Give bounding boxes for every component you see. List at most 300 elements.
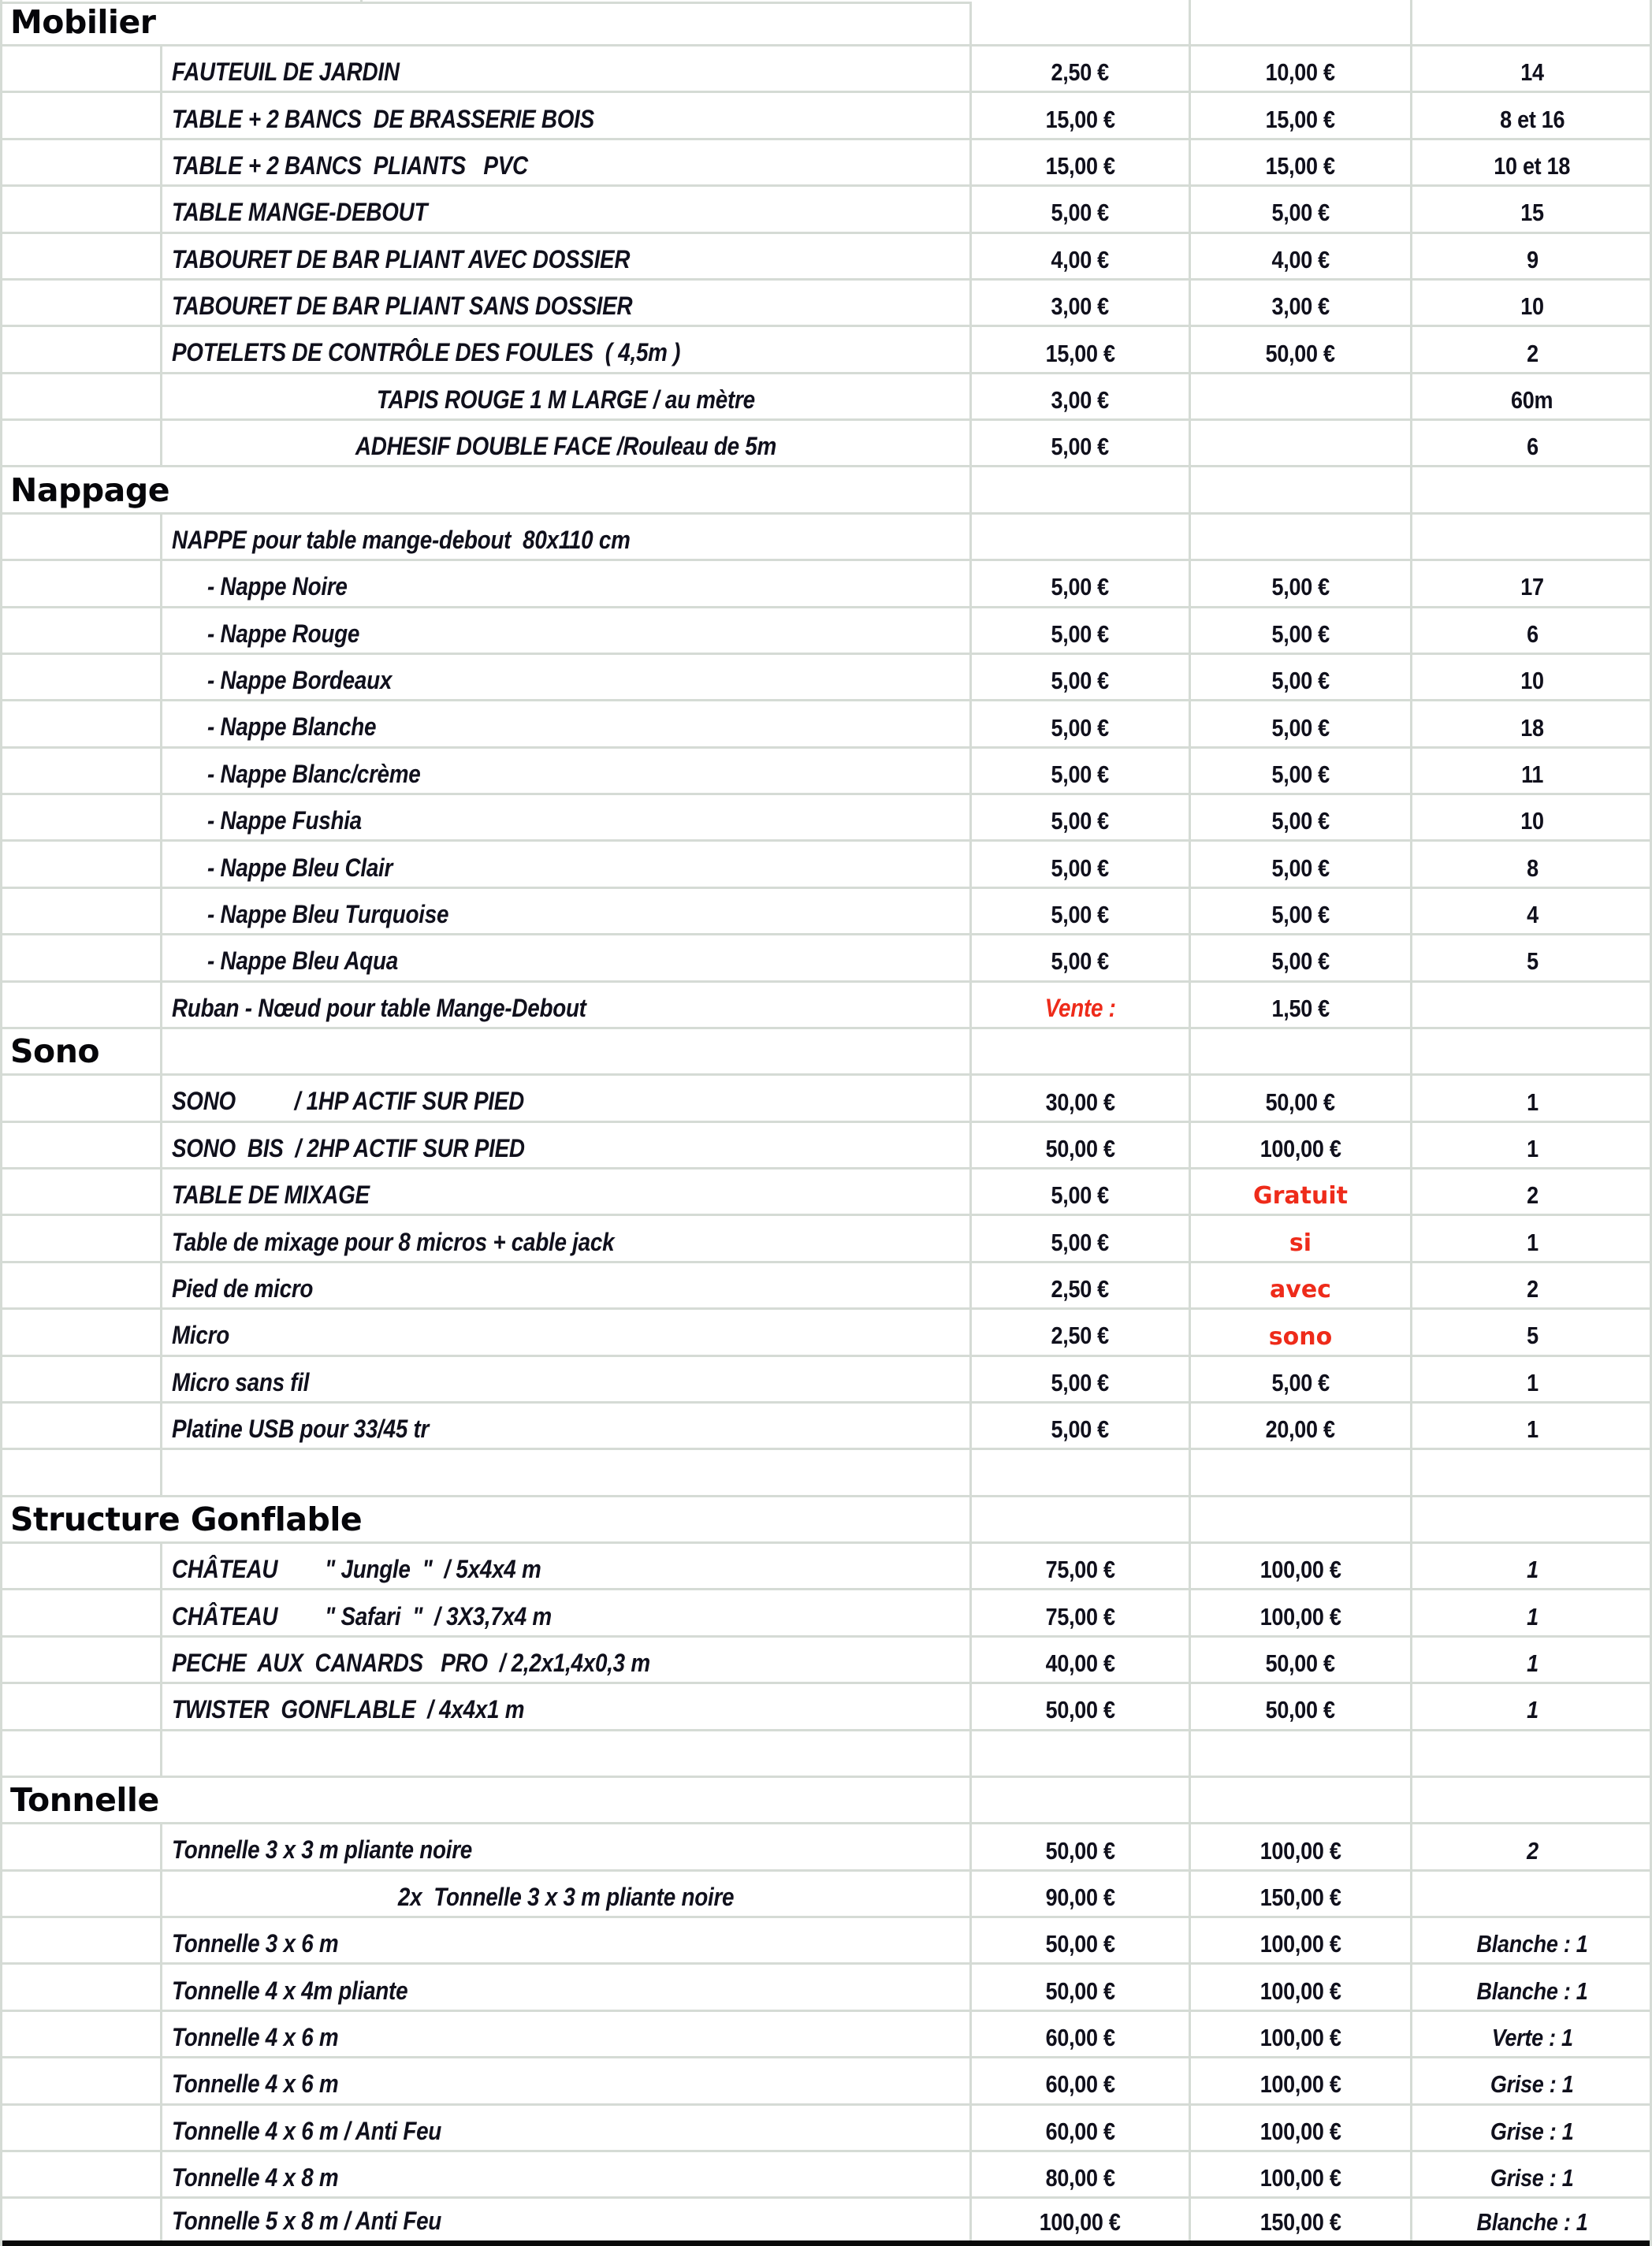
price-1-cell-text: 5,00 € bbox=[1051, 1415, 1110, 1444]
description-cell-text: FAUTEUIL DE JARDIN bbox=[172, 58, 400, 87]
col-a-cell bbox=[2, 140, 162, 184]
price-1-cell-text: 3,00 € bbox=[1051, 292, 1110, 321]
description-cell bbox=[162, 935, 972, 980]
description-cell-text: - Nappe Noire bbox=[207, 572, 348, 601]
price-1-cell bbox=[972, 1497, 1191, 1541]
qty-cell bbox=[1412, 1872, 1652, 1916]
section-header-cell-text: Tonnelle bbox=[10, 1781, 159, 1820]
price-2-cell-text: 5,00 € bbox=[1271, 667, 1330, 695]
description-cell bbox=[162, 187, 972, 231]
price-1-cell bbox=[972, 2058, 1191, 2103]
price-2-cell bbox=[1191, 2199, 1412, 2240]
description-cell bbox=[162, 983, 972, 1027]
item-row bbox=[2, 140, 1650, 187]
item-row bbox=[2, 935, 1650, 982]
qty-cell bbox=[1412, 1497, 1652, 1541]
col-a-cell bbox=[2, 187, 162, 231]
description-cell bbox=[162, 1404, 972, 1448]
price-1-cell bbox=[972, 1590, 1191, 1634]
price-2-cell bbox=[1191, 46, 1412, 91]
qty-cell bbox=[1412, 795, 1652, 839]
empty-row bbox=[2, 1450, 1650, 1497]
col-a-cell bbox=[2, 889, 162, 933]
price-1-cell-text: 5,00 € bbox=[1051, 901, 1110, 929]
description-cell bbox=[162, 1357, 972, 1401]
description-cell-text: - Nappe Bleu Turquoise bbox=[207, 899, 449, 928]
price-1-cell-text: 60,00 € bbox=[1045, 2070, 1115, 2099]
qty-cell-text: Grise : 1 bbox=[1490, 2164, 1574, 2192]
qty-cell bbox=[1412, 234, 1652, 278]
qty-cell-text: 2 bbox=[1526, 1275, 1539, 1303]
description-cell-text: - Nappe Bleu Aqua bbox=[207, 946, 399, 976]
description-cell-text: Platine USB pour 33/45 tr bbox=[172, 1415, 430, 1444]
price-1-cell bbox=[972, 655, 1191, 699]
description-cell-text: ADHESIF DOUBLE FACE /Rouleau de 5m bbox=[355, 432, 777, 461]
price-2-cell bbox=[1191, 2058, 1412, 2103]
description-cell bbox=[162, 93, 972, 137]
price-2-cell-text: 150,00 € bbox=[1259, 2207, 1341, 2236]
description-cell-text: TABLE DE MIXAGE bbox=[172, 1181, 370, 1210]
description-cell bbox=[162, 1965, 972, 2009]
item-row bbox=[2, 46, 1650, 93]
col-a-cell bbox=[2, 515, 162, 559]
col-a-cell bbox=[2, 374, 162, 418]
qty-cell bbox=[1412, 327, 1652, 371]
item-row bbox=[2, 2012, 1650, 2058]
item-row bbox=[2, 608, 1650, 655]
price-2-cell-text: 15,00 € bbox=[1265, 152, 1336, 180]
qty-cell bbox=[1412, 281, 1652, 325]
price-1-cell-text: 5,00 € bbox=[1051, 433, 1110, 461]
price-2-cell bbox=[1191, 655, 1412, 699]
description-cell bbox=[162, 140, 972, 184]
col-a-cell bbox=[2, 2199, 162, 2240]
qty-cell bbox=[1412, 2058, 1652, 2103]
description-cell-text: - Nappe Fushia bbox=[207, 806, 362, 835]
item-row bbox=[2, 421, 1650, 467]
qty-cell-text: 2 bbox=[1526, 1836, 1539, 1865]
price-1-cell-text: 75,00 € bbox=[1045, 1602, 1115, 1631]
description-cell bbox=[162, 1169, 972, 1214]
description-cell bbox=[162, 2012, 972, 2056]
price-1-cell-text: 5,00 € bbox=[1051, 199, 1110, 227]
description-cell bbox=[162, 46, 972, 91]
qty-cell bbox=[1412, 561, 1652, 605]
qty-cell bbox=[1412, 701, 1652, 746]
qty-cell bbox=[1412, 1778, 1652, 1822]
price-1-cell bbox=[972, 1123, 1191, 1167]
price-1-cell-text: 2,50 € bbox=[1051, 58, 1110, 87]
price-2-cell bbox=[1191, 1590, 1412, 1634]
col-a-cell bbox=[2, 1965, 162, 2009]
price-2-cell-text: 100,00 € bbox=[1259, 1556, 1341, 1584]
price-1-cell bbox=[972, 1824, 1191, 1869]
description-cell bbox=[162, 608, 972, 653]
price-1-cell bbox=[972, 421, 1191, 465]
qty-cell-text: 10 bbox=[1520, 807, 1544, 835]
price-1-cell-text: 80,00 € bbox=[1045, 2164, 1115, 2192]
col-a-cell bbox=[2, 1872, 162, 1916]
description-cell bbox=[162, 889, 972, 933]
item-row bbox=[2, 1965, 1650, 2011]
description-cell-text: - Nappe Bordeaux bbox=[207, 666, 393, 695]
description-cell bbox=[162, 2152, 972, 2196]
qty-cell bbox=[1412, 2106, 1652, 2150]
price-2-cell bbox=[1191, 2152, 1412, 2196]
item-row bbox=[2, 1918, 1650, 1965]
description-cell bbox=[162, 374, 972, 418]
qty-cell bbox=[1412, 842, 1652, 886]
price-1-cell-text: 75,00 € bbox=[1045, 1556, 1115, 1584]
qty-cell bbox=[1412, 1263, 1652, 1307]
section-header-cell bbox=[2, 1497, 972, 1541]
qty-cell bbox=[1412, 1965, 1652, 2009]
price-1-cell-text: 5,00 € bbox=[1051, 1368, 1110, 1396]
qty-cell-text: 11 bbox=[1520, 760, 1543, 788]
qty-cell-text: 1 bbox=[1526, 1088, 1539, 1116]
price-1-cell-text: 15,00 € bbox=[1045, 152, 1115, 180]
price-1-cell bbox=[972, 1450, 1191, 1494]
price-2-cell bbox=[1191, 795, 1412, 839]
price-2-cell bbox=[1191, 1029, 1412, 1073]
qty-cell bbox=[1412, 608, 1652, 653]
description-cell bbox=[162, 1544, 972, 1588]
section-row bbox=[2, 467, 1650, 514]
price-2-cell-text: 15,00 € bbox=[1265, 105, 1336, 133]
price-2-cell bbox=[1191, 140, 1412, 184]
price-2-cell bbox=[1191, 1216, 1412, 1260]
price-1-cell-text: 4,00 € bbox=[1051, 245, 1110, 273]
price-1-cell bbox=[972, 467, 1191, 511]
qty-cell-text: 1 bbox=[1526, 1228, 1539, 1256]
description-cell bbox=[162, 1216, 972, 1260]
col-a-cell bbox=[2, 935, 162, 980]
description-cell bbox=[162, 1872, 972, 1916]
price-1-cell-text: 5,00 € bbox=[1051, 573, 1110, 601]
price-2-cell-text: 5,00 € bbox=[1271, 619, 1330, 648]
description-cell bbox=[162, 655, 972, 699]
qty-cell bbox=[1412, 935, 1652, 980]
price-1-cell bbox=[972, 140, 1191, 184]
description-cell bbox=[162, 2058, 972, 2103]
price-1-cell bbox=[972, 889, 1191, 933]
price-1-cell bbox=[972, 2106, 1191, 2150]
description-cell bbox=[162, 749, 972, 793]
price-2-cell-text: 4,00 € bbox=[1271, 245, 1330, 273]
col-a-cell bbox=[2, 701, 162, 746]
price-2-cell-text: 5,00 € bbox=[1271, 947, 1330, 976]
qty-cell-text: 1 bbox=[1526, 1649, 1539, 1678]
qty-cell bbox=[1412, 374, 1652, 418]
description-cell-text: Tonnelle 5 x 8 m / Anti Feu bbox=[172, 2207, 442, 2236]
price-1-cell bbox=[972, 561, 1191, 605]
qty-cell bbox=[1412, 1123, 1652, 1167]
description-cell-text: Micro bbox=[172, 1321, 229, 1350]
description-cell bbox=[162, 561, 972, 605]
price-1-cell-text: 40,00 € bbox=[1045, 1649, 1115, 1678]
price-2-cell bbox=[1191, 2106, 1412, 2150]
price-2-cell bbox=[1191, 515, 1412, 559]
description-cell-text: Tonnelle 4 x 6 m bbox=[172, 2069, 339, 2099]
price-1-cell-text: 2,50 € bbox=[1051, 1275, 1110, 1303]
description-cell bbox=[162, 1731, 972, 1776]
price-1-cell bbox=[972, 1544, 1191, 1588]
price-1-cell bbox=[972, 842, 1191, 886]
description-cell bbox=[162, 2106, 972, 2150]
col-a-cell bbox=[2, 983, 162, 1027]
qty-cell-text: 60m bbox=[1511, 385, 1553, 414]
col-a-cell bbox=[2, 281, 162, 325]
price-2-cell-text: 5,00 € bbox=[1271, 901, 1330, 929]
price-2-cell-text: 150,00 € bbox=[1259, 1883, 1341, 1911]
qty-cell bbox=[1412, 1216, 1652, 1260]
qty-cell bbox=[1412, 1918, 1652, 1962]
section-header-cell-text: Structure Gonflable bbox=[10, 1500, 363, 1538]
price-1-cell bbox=[972, 93, 1191, 137]
description-cell-text: POTELETS DE CONTRÔLE DES FOULES ( 4,5m ) bbox=[172, 338, 681, 367]
price-1-cell-text: 60,00 € bbox=[1045, 2024, 1115, 2052]
price-2-cell bbox=[1191, 983, 1412, 1027]
description-cell-text: Micro sans fil bbox=[172, 1367, 310, 1396]
price-2-cell bbox=[1191, 187, 1412, 231]
col-a-cell bbox=[2, 1918, 162, 1962]
qty-cell bbox=[1412, 187, 1652, 231]
item-row bbox=[2, 1169, 1650, 1216]
qty-cell-text: 18 bbox=[1520, 713, 1544, 742]
item-row bbox=[2, 1872, 1650, 1918]
price-1-cell bbox=[972, 1404, 1191, 1448]
price-2-cell-text: 100,00 € bbox=[1259, 2024, 1341, 2052]
section-header-cell-text: Nappage bbox=[10, 470, 170, 509]
price-1-cell bbox=[972, 1965, 1191, 2009]
description-cell bbox=[162, 1450, 972, 1494]
description-cell-text: Table de mixage pour 8 micros + cable jack bbox=[172, 1227, 615, 1256]
qty-cell-text: Blanche : 1 bbox=[1476, 1930, 1588, 1958]
item-row bbox=[2, 842, 1650, 888]
price-2-cell-text: 10,00 € bbox=[1265, 58, 1336, 87]
price-2-cell bbox=[1191, 1357, 1412, 1401]
price-2-cell bbox=[1191, 1497, 1412, 1541]
price-2-cell bbox=[1191, 749, 1412, 793]
price-2-cell-text: 100,00 € bbox=[1259, 1836, 1341, 1865]
price-1-cell bbox=[972, 1310, 1191, 1354]
price-2-cell-text: 100,00 € bbox=[1259, 1134, 1341, 1162]
price-2-cell-text: 1,50 € bbox=[1271, 994, 1330, 1022]
col-a-cell bbox=[2, 1731, 162, 1776]
price-2-cell bbox=[1191, 374, 1412, 418]
description-cell bbox=[162, 1824, 972, 1869]
price-1-cell bbox=[972, 1872, 1191, 1916]
qty-cell-text: Blanche : 1 bbox=[1476, 1976, 1588, 2005]
price-2-cell bbox=[1191, 467, 1412, 511]
price-1-cell bbox=[972, 1357, 1191, 1401]
qty-cell bbox=[1412, 1684, 1652, 1728]
col-a-cell bbox=[2, 1404, 162, 1448]
section-row bbox=[2, 1778, 1650, 1824]
item-row bbox=[2, 983, 1650, 1029]
qty-cell-text: 10 et 18 bbox=[1494, 152, 1571, 180]
description-cell-text: - Nappe Blanc/crème bbox=[207, 759, 421, 788]
qty-cell bbox=[1412, 889, 1652, 933]
price-1-cell bbox=[972, 1638, 1191, 1682]
section-row bbox=[2, 4, 1650, 46]
table-rows bbox=[2, 4, 1650, 2246]
price-1-cell bbox=[972, 935, 1191, 980]
col-a-cell bbox=[2, 655, 162, 699]
description-cell-text: CHÂTEAU " Safari " / 3X3,7x4 m bbox=[172, 1601, 552, 1631]
price-1-cell-text: 5,00 € bbox=[1051, 947, 1110, 976]
price-2-cell-text: 3,00 € bbox=[1271, 292, 1330, 321]
qty-cell bbox=[1412, 515, 1652, 559]
item-row bbox=[2, 187, 1650, 233]
item-row bbox=[2, 1544, 1650, 1590]
col-a-cell bbox=[2, 2106, 162, 2150]
description-cell-text: TWISTER GONFLABLE / 4x4x1 m bbox=[172, 1695, 525, 1724]
col-a-cell bbox=[2, 561, 162, 605]
price-1-cell-text: 5,00 € bbox=[1051, 853, 1110, 882]
description-cell-text: TABLE + 2 BANCS PLIANTS PVC bbox=[172, 151, 528, 180]
price-2-cell bbox=[1191, 561, 1412, 605]
item-row bbox=[2, 1310, 1650, 1356]
price-1-cell bbox=[972, 1076, 1191, 1120]
description-cell-text: TAPIS ROUGE 1 M LARGE / au mètre bbox=[377, 385, 755, 414]
qty-cell bbox=[1412, 2152, 1652, 2196]
price-2-cell-text: 50,00 € bbox=[1265, 1696, 1336, 1724]
item-row bbox=[2, 1684, 1650, 1731]
description-cell-text: - Nappe Rouge bbox=[207, 619, 360, 648]
price-2-cell-text: 100,00 € bbox=[1259, 1602, 1341, 1631]
price-2-cell bbox=[1191, 1544, 1412, 1588]
price-1-cell bbox=[972, 2012, 1191, 2056]
price-2-cell-text: 50,00 € bbox=[1265, 1649, 1336, 1678]
price-2-cell bbox=[1191, 1404, 1412, 1448]
qty-cell bbox=[1412, 2012, 1652, 2056]
qty-cell-text: 2 bbox=[1526, 1181, 1539, 1210]
price-1-cell bbox=[972, 327, 1191, 371]
price-2-cell-text: 100,00 € bbox=[1259, 1930, 1341, 1958]
col-a-cell bbox=[2, 2012, 162, 2056]
price-2-cell bbox=[1191, 935, 1412, 980]
qty-cell bbox=[1412, 46, 1652, 91]
price-1-cell-text: 90,00 € bbox=[1045, 1883, 1115, 1911]
price-2-cell bbox=[1191, 842, 1412, 886]
price-1-cell-text: 15,00 € bbox=[1045, 105, 1115, 133]
price-2-cell bbox=[1191, 1638, 1412, 1682]
price-2-cell bbox=[1191, 1123, 1412, 1167]
description-cell bbox=[162, 1310, 972, 1354]
qty-cell bbox=[1412, 93, 1652, 137]
price-1-cell-text: 50,00 € bbox=[1045, 1976, 1115, 2005]
price-1-cell bbox=[972, 234, 1191, 278]
description-cell-text: Tonnelle 4 x 6 m bbox=[172, 2022, 339, 2051]
description-cell-text: CHÂTEAU " Jungle " / 5x4x4 m bbox=[172, 1555, 541, 1584]
qty-cell bbox=[1412, 1076, 1652, 1120]
qty-cell bbox=[1412, 1169, 1652, 1214]
price-2-cell bbox=[1191, 1684, 1412, 1728]
description-cell bbox=[162, 1123, 972, 1167]
price-2-cell bbox=[1191, 608, 1412, 653]
price-2-cell bbox=[1191, 1450, 1412, 1494]
price-1-cell bbox=[972, 983, 1191, 1027]
col-a-cell bbox=[2, 46, 162, 91]
description-cell bbox=[162, 1638, 972, 1682]
price-1-cell-text: 50,00 € bbox=[1045, 1836, 1115, 1865]
item-row bbox=[2, 655, 1650, 701]
price-1-cell-text: 5,00 € bbox=[1051, 619, 1110, 648]
item-row bbox=[2, 1263, 1650, 1310]
price-1-cell bbox=[972, 374, 1191, 418]
qty-cell-text: 1 bbox=[1526, 1368, 1539, 1396]
qty-cell-text: 9 bbox=[1526, 245, 1539, 273]
qty-cell-text: 14 bbox=[1520, 58, 1544, 87]
description-cell bbox=[162, 515, 972, 559]
col-a-cell bbox=[2, 1684, 162, 1728]
col-a-cell bbox=[2, 842, 162, 886]
qty-cell-text: Grise : 1 bbox=[1490, 2070, 1574, 2099]
description-cell bbox=[162, 1076, 972, 1120]
description-cell-text: Ruban - Nœud pour table Mange-Debout bbox=[172, 993, 586, 1022]
item-row bbox=[2, 2199, 1650, 2245]
price-2-cell bbox=[1191, 1965, 1412, 2009]
col-a-cell bbox=[2, 795, 162, 839]
price-1-cell-text: 5,00 € bbox=[1051, 760, 1110, 788]
item-row bbox=[2, 1638, 1650, 1684]
col-a-cell bbox=[2, 1263, 162, 1307]
description-cell-text: TABOURET DE BAR PLIANT AVEC DOSSIER bbox=[172, 244, 631, 273]
col-a-cell bbox=[2, 2152, 162, 2196]
qty-cell-text: 6 bbox=[1526, 619, 1539, 648]
item-row bbox=[2, 1357, 1650, 1404]
col-a-cell bbox=[2, 1169, 162, 1214]
price-2-cell bbox=[1191, 1263, 1412, 1307]
price-1-cell bbox=[972, 515, 1191, 559]
price-1-cell bbox=[972, 1216, 1191, 1260]
price-2-cell-text: 5,00 € bbox=[1271, 853, 1330, 882]
description-cell-text: TABOURET DE BAR PLIANT SANS DOSSIER bbox=[172, 292, 633, 321]
price-2-cell-text: 5,00 € bbox=[1271, 1368, 1330, 1396]
col-a-cell bbox=[2, 2058, 162, 2103]
price-2-cell-text: 50,00 € bbox=[1265, 339, 1336, 367]
col-a-cell bbox=[2, 1076, 162, 1120]
price-1-cell bbox=[972, 1263, 1191, 1307]
item-row bbox=[2, 374, 1650, 421]
col-a-cell bbox=[2, 1450, 162, 1494]
qty-cell-text: 17 bbox=[1520, 573, 1544, 601]
price-2-cell bbox=[1191, 1872, 1412, 1916]
section-header-cell bbox=[2, 1778, 972, 1822]
description-cell bbox=[162, 234, 972, 278]
section-header-cell bbox=[2, 4, 972, 44]
col-a-cell bbox=[2, 1216, 162, 1260]
price-1-cell-text: 5,00 € bbox=[1051, 713, 1110, 742]
price-2-cell bbox=[1191, 1076, 1412, 1120]
section-header-cell-text: Mobilier bbox=[10, 2, 156, 41]
description-cell bbox=[162, 2199, 972, 2240]
item-row bbox=[2, 2152, 1650, 2199]
price-1-cell bbox=[972, 1731, 1191, 1776]
qty-cell bbox=[1412, 1638, 1652, 1682]
qty-cell bbox=[1412, 1029, 1652, 1073]
price-1-cell bbox=[972, 701, 1191, 746]
description-cell-text: Tonnelle 4 x 8 m bbox=[172, 2163, 339, 2192]
item-row bbox=[2, 1216, 1650, 1262]
qty-cell-text: 1 bbox=[1526, 1696, 1539, 1724]
description-cell-text: 2x Tonnelle 3 x 3 m pliante noire bbox=[397, 1882, 735, 1911]
price-1-cell-text: 15,00 € bbox=[1045, 339, 1115, 367]
item-row bbox=[2, 1590, 1650, 1637]
description-cell bbox=[162, 1684, 972, 1728]
description-cell-text: NAPPE pour table mange-debout 80x110 cm bbox=[172, 525, 631, 554]
